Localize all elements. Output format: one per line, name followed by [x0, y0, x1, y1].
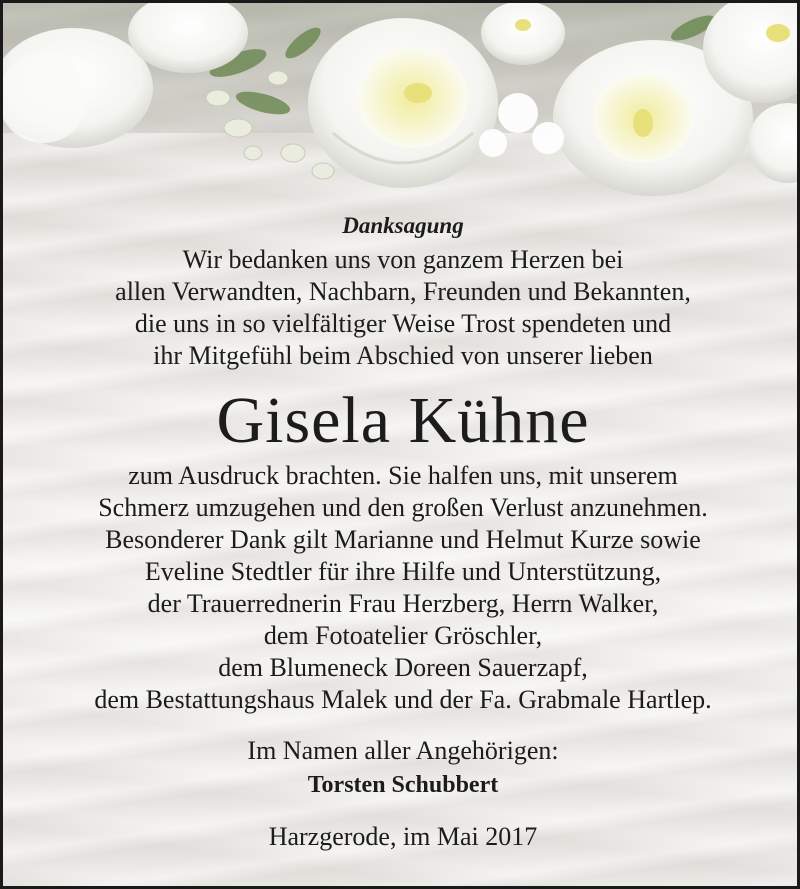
flower-decoration	[3, 3, 800, 203]
body-text	[3, 460, 800, 716]
body-line: Eveline Stedtler für ihre Hilfe und Unterstützung,	[144, 557, 662, 586]
body-line: dem Bestattungshaus Malek und der Fa. Grabmale Hartlep.	[94, 685, 712, 714]
intro-text	[3, 244, 800, 372]
deceased-name: Gisela Kühne	[216, 384, 590, 457]
intro-line: allen Verwandten, Nachbarn, Freunden und Bekannten,	[115, 277, 691, 306]
signer-name: Torsten Schubbert	[307, 772, 499, 798]
body-line: Schmerz umzugehen und den großen Verlust anzunehmen.	[98, 493, 708, 522]
notice-heading: Danksagung	[342, 213, 464, 238]
notice-content	[3, 208, 800, 854]
closing-block	[3, 734, 800, 854]
intro-line: die uns in so vielfältiger Weise Trost spendeten und	[134, 309, 672, 338]
body-line: zum Ausdruck brachten. Sie halfen uns, mit unserem	[128, 461, 678, 490]
closing-line: Im Namen aller Angehörigen:	[247, 736, 559, 765]
intro-line: ihr Mitgefühl beim Abschied von unserer lieben	[153, 341, 653, 370]
body-line: dem Blumeneck Doreen Sauerzapf,	[218, 653, 588, 682]
place-date: Harzgerode, im Mai 2017	[268, 822, 538, 851]
body-line: Besonderer Dank gilt Marianne und Helmut Kurze sowie	[105, 525, 701, 554]
intro-line: Wir bedanken uns von ganzem Herzen bei	[182, 245, 624, 274]
body-line: der Trauerrednerin Frau Herzberg, Herrn Walker,	[147, 589, 659, 618]
tulip-small-center	[481, 3, 565, 65]
tulip-center	[308, 18, 498, 188]
body-line: dem Fotoatelier Gröschler,	[263, 621, 543, 650]
